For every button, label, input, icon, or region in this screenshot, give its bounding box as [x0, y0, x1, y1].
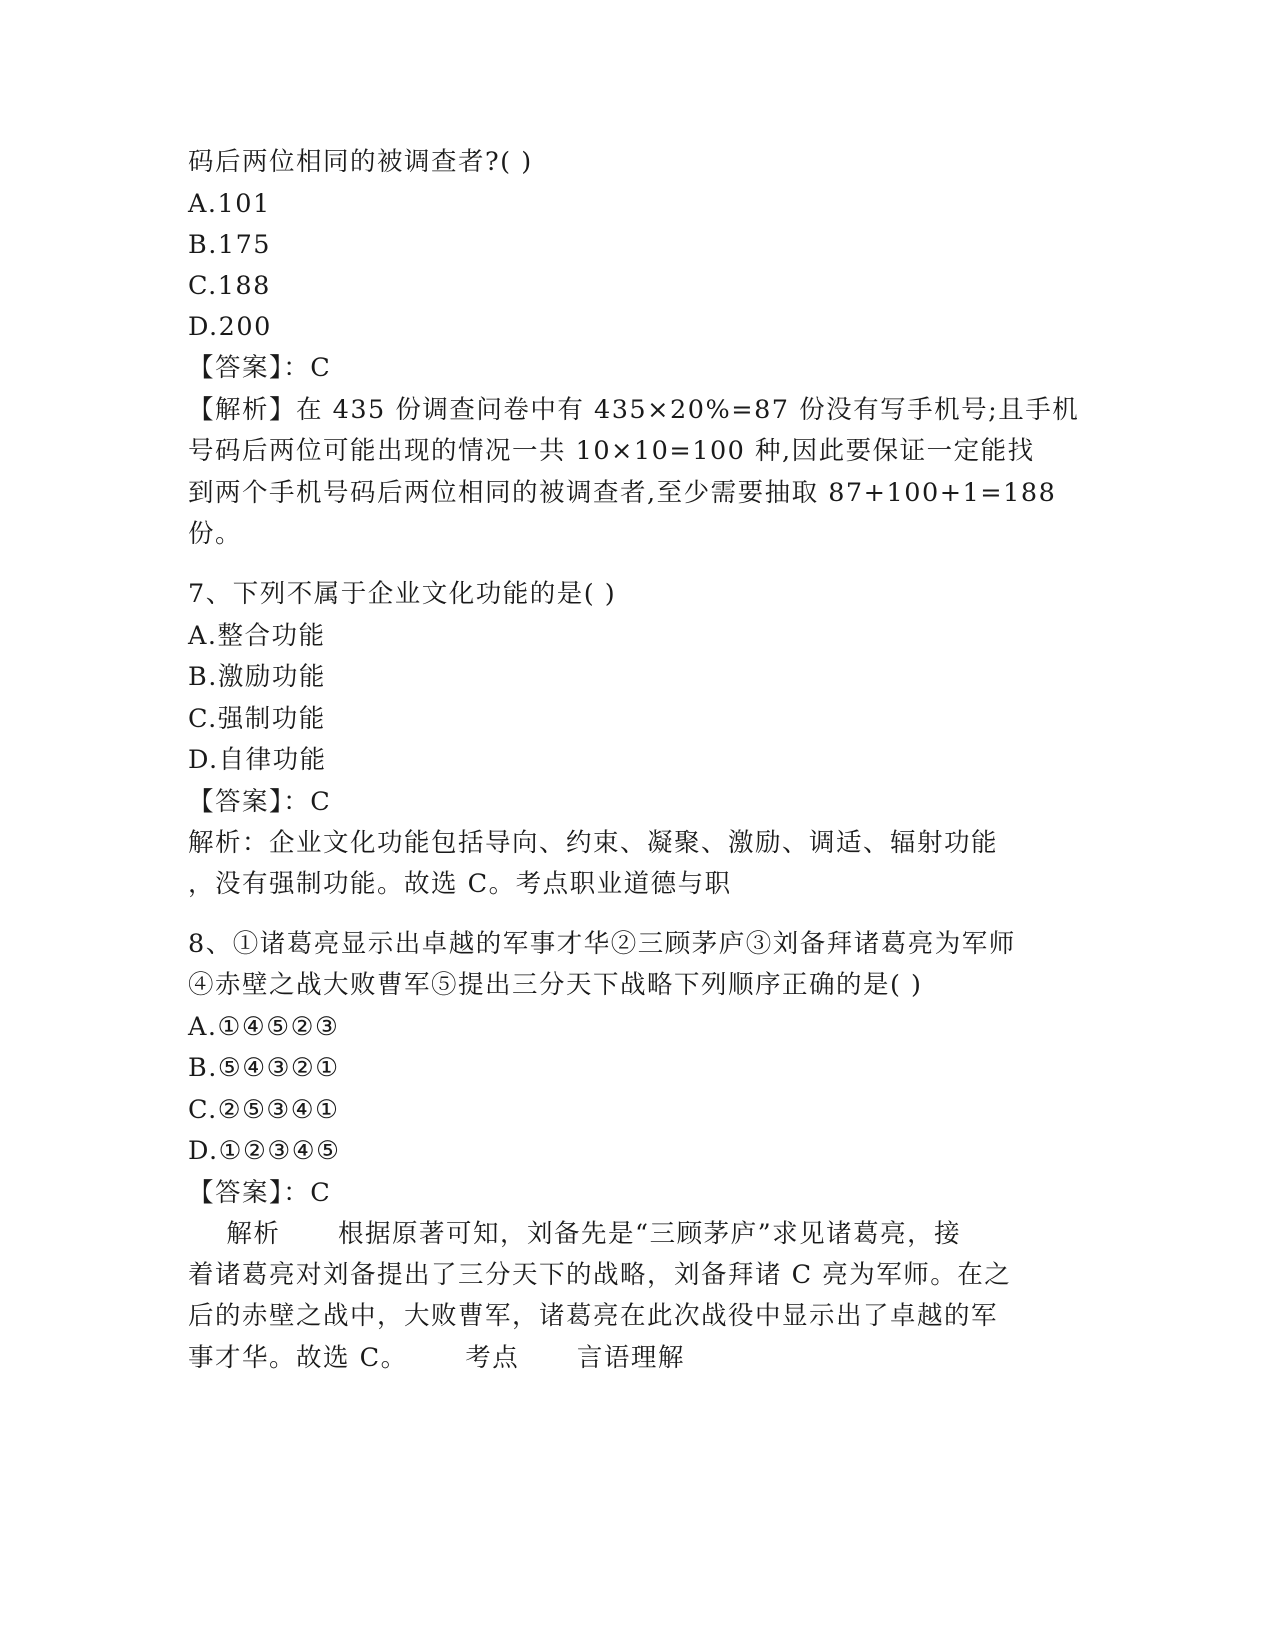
- q7-option-d: D.自律功能: [188, 745, 327, 775]
- q8-option-d: D.①②③④⑤: [188, 1136, 341, 1166]
- q6-option-d: D.200: [188, 312, 272, 342]
- q7-option-c: C.强制功能: [188, 704, 326, 734]
- q6-option-a: A.101: [188, 189, 271, 219]
- q8-stem-line-2: ④赤壁之战大败曹军⑤提出三分天下战略下列顺序正确的是( ): [188, 970, 923, 1000]
- q6-analysis-line-2: 号码后两位可能出现的情况一共 10×10=100 种,因此要保证一定能找: [188, 436, 1035, 466]
- q6-answer: 【答案】：C: [188, 353, 332, 383]
- q6-analysis-line-4: 份。: [188, 519, 243, 549]
- q7-analysis-line-2: ，没有强制功能。故选 C。考点职业道德与职: [188, 869, 732, 899]
- q8-option-b: B.⑤④③②①: [188, 1053, 340, 1083]
- q8-analysis-line-2: 着诸葛亮对刘备提出了三分天下的战略，刘备拜诸 C 亮为军师。在之: [188, 1260, 1012, 1290]
- q6-analysis-line-3: 到两个手机号码后两位相同的被调查者,至少需要抽取 87+100+1=188: [188, 478, 1057, 508]
- q8-analysis-line-4: 事才华。故选 C。 考点 言语理解: [188, 1343, 685, 1373]
- q8-analysis-line-1: 解析 根据原著可知，刘备先是“三顾茅庐”求见诸葛亮，接: [188, 1219, 962, 1249]
- q8-option-c: C.②⑤③④①: [188, 1095, 340, 1125]
- q6-analysis-line-1: 【解析】在 435 份调查问卷中有 435×20%=87 份没有写手机号;且手机: [188, 395, 1080, 425]
- q7-analysis-line-1: 解析：企业文化功能包括导向、约束、凝聚、激励、调适、辐射功能: [188, 828, 999, 858]
- q7-option-a: A.整合功能: [188, 621, 326, 651]
- q7-option-b: B.激励功能: [188, 662, 326, 692]
- q8-option-a: A.①④⑤②③: [188, 1012, 340, 1042]
- q6-option-c: C.188: [188, 271, 271, 301]
- q8-analysis-line-3: 后的赤壁之战中，大败曹军，诸葛亮在此次战役中显示出了卓越的军: [188, 1301, 999, 1331]
- q8-stem-line-1: 8、①诸葛亮显示出卓越的军事才华②三顾茅庐③刘备拜诸葛亮为军师: [188, 929, 1016, 959]
- q6-option-b: B.175: [188, 230, 272, 260]
- q7-stem: 7、下列不属于企业文化功能的是( ): [188, 579, 617, 609]
- q7-answer: 【答案】：C: [188, 787, 332, 817]
- q8-answer: 【答案】：C: [188, 1178, 332, 1208]
- q6-stem-tail: 码后两位相同的被调查者?( ): [188, 147, 533, 177]
